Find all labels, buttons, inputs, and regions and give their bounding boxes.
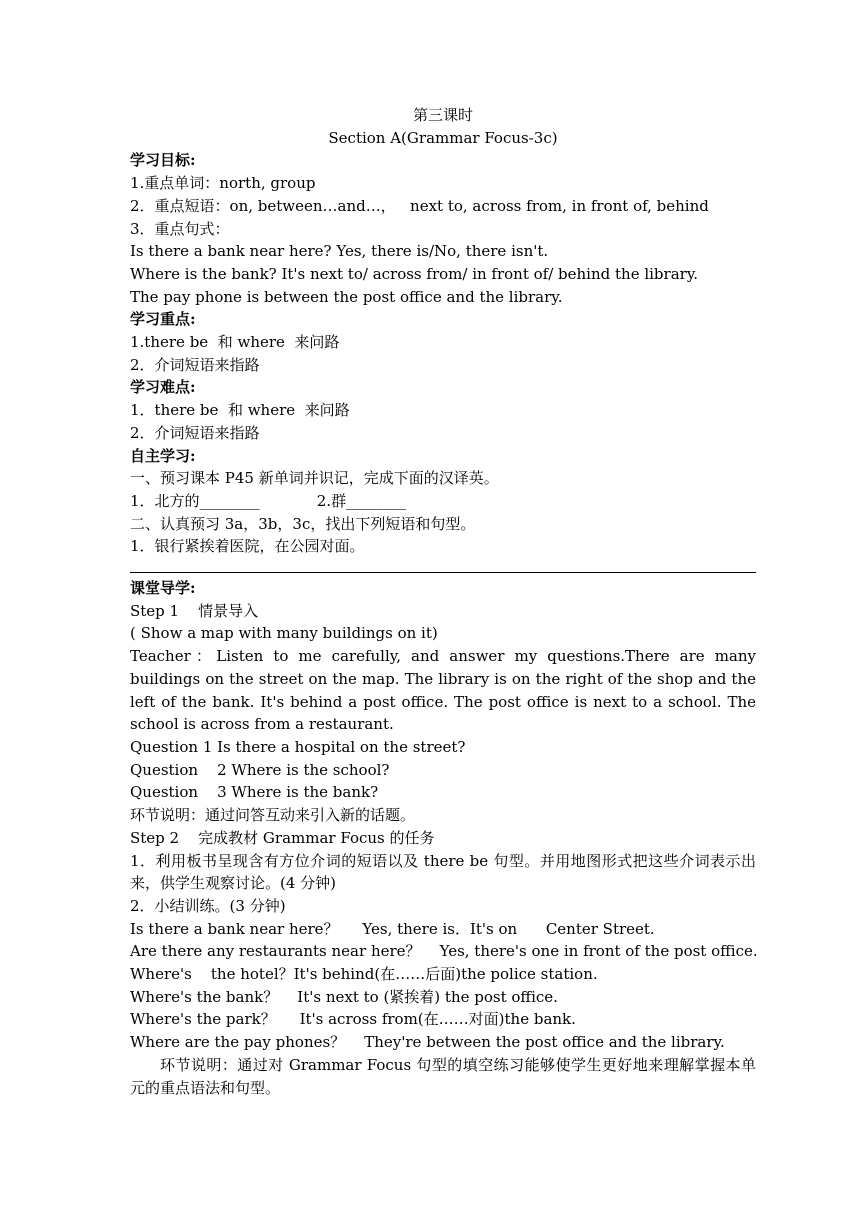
difficulties-heading: 学习难点: (130, 378, 196, 397)
key-points-heading: 学习重点: (130, 310, 196, 329)
objective-line: The pay phone is between the post office and the library. (130, 287, 563, 306)
self-study-line: 一、预习课本 P45 新单词并识记，完成下面的汉译英。 (130, 469, 499, 488)
objective-line: Where is the bank? It's next to/ across from/ in front of/ behind the library. (130, 264, 699, 283)
step2-item-1: 1．利用板书呈现含有方位介词的短语以及 there be 句型。并用地图形式把这些介词表示出来，供学生观察讨论。(4 分钟) (130, 851, 756, 893)
step1-title: Step 1 情景导入 (130, 601, 259, 620)
step2-title: Step 2 完成教材 Grammar Focus 的任务 (130, 828, 435, 847)
objectives-heading: 学习目标: (130, 151, 196, 170)
teacher-paragraph: Teacher：Listen to me carefully, and answer my questions.There are many buildings on the street on the map. The library is on the right of the shop and the left of the bank. It's behind a post office. The post office is next to a school. The school is across from a restaurant. (130, 647, 756, 734)
question-line: Question 2 Where is the school? (130, 760, 390, 779)
objective-line: 3．重点句式： (130, 219, 230, 238)
dialogue-line: Is there a bank near here？ Yes, there is．It's on Center Street. (130, 919, 655, 938)
question-line: Question 1 Is there a hospital on the street? (130, 737, 466, 756)
class-guide-heading: 课堂导学: (130, 579, 196, 598)
step1-explanation: 环节说明：通过问答互动来引入新的话题。 (130, 806, 416, 825)
dialogue-line: Where's the hotel？It's behind(在……后面)the police station. (130, 965, 598, 984)
self-study-heading: 自主学习: (130, 446, 196, 465)
dialogue-line: Are there any restaurants near here？ Yes, there's one in front of the post office. (130, 942, 758, 961)
objective-line: 1.重点单词：north, group (130, 174, 316, 193)
dialogue-line: Where are the pay phones？ They're between the post office and the library. (130, 1033, 725, 1052)
section-subtitle: Section A(Grammar Focus-3c) (328, 128, 558, 147)
self-study-line: 1．北方的________ 2.群________ (130, 491, 407, 510)
step2-item-2: 2．小结训练。(3 分钟) (130, 896, 286, 915)
dialogue-line: Where's the park？ It's across from(在……对面)the bank. (130, 1010, 576, 1029)
self-study-line: 1．银行紧挨着医院，在公园对面。 (130, 537, 365, 556)
self-study-line: 二、认真预习 3a，3b，3c，找出下列短语和句型。 (130, 514, 476, 533)
difficulty-line: 1．there be 和 where 来问路 (130, 401, 350, 420)
objective-line: 2．重点短语：on, between…and…， next to, across from, in front of, behind (130, 196, 709, 215)
key-point-line: 1.there be 和 where 来问路 (130, 333, 340, 352)
lesson-title: 第三课时 (412, 106, 473, 124)
key-point-line: 2．介词短语来指路 (130, 355, 260, 374)
answer-blank-line (130, 558, 756, 573)
objective-line: Is there a bank near here? Yes, there is/No, there isn't. (130, 242, 549, 261)
dialogue-line: Where's the bank？ It's next to (紧挨着) the post office. (130, 987, 558, 1006)
step1-note: ( Show a map with many buildings on it) (130, 624, 438, 643)
step2-explanation: 环节说明：通过对 Grammar Focus 句型的填空练习能够使学生更好地来理解掌握本单元的重点语法和句型。 (130, 1055, 756, 1097)
document-page (130, 104, 756, 1099)
difficulty-line: 2．介词短语来指路 (130, 423, 260, 442)
question-line: Question 3 Where is the bank? (130, 783, 379, 802)
